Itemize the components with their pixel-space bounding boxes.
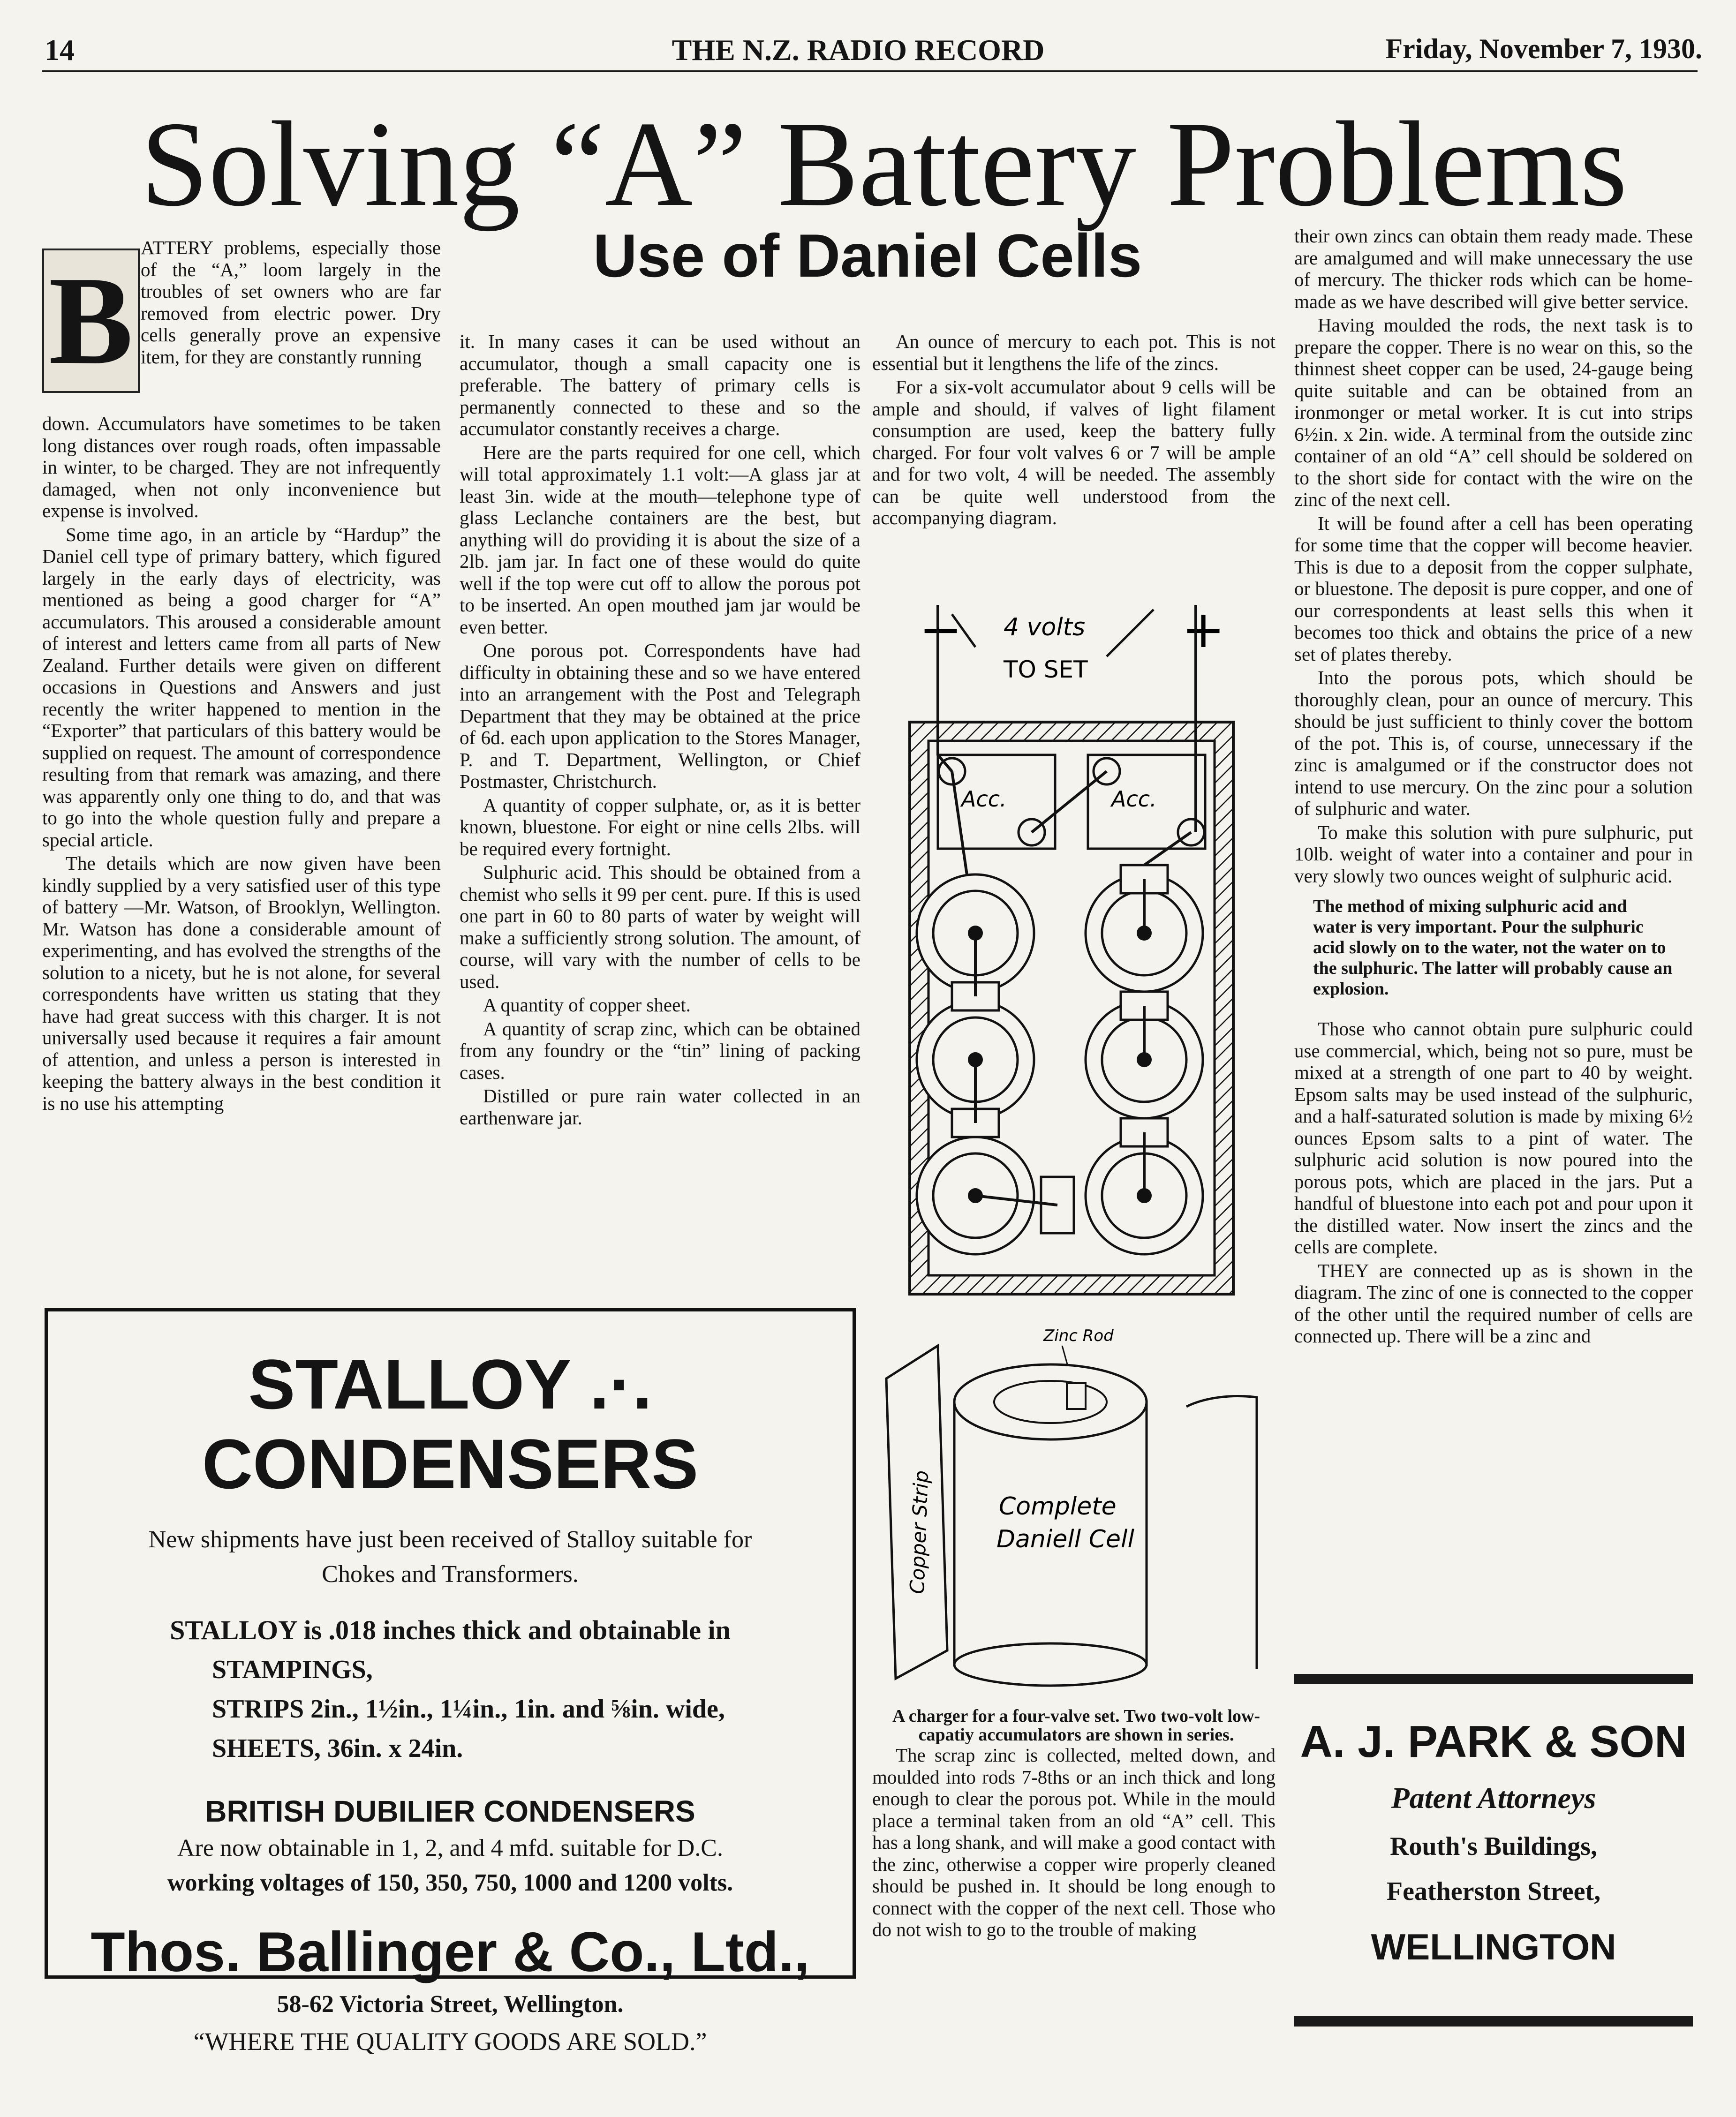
minus-terminal-sign: − <box>919 599 963 659</box>
plus-terminal-sign: + <box>1182 599 1225 659</box>
issue-date: Friday, November 7, 1930. <box>1385 33 1702 64</box>
ad-firm-name: Thos. Ballinger & Co., Ltd., <box>91 1921 810 1983</box>
paragraph: An ounce of mercury to each pot. This is not essential but it lengthens the life of the zincs. <box>872 331 1276 374</box>
paragraph: It will be found after a cell has been operating for some time that the copper will become heavier. This is due to a deposit from the copper sulphate, or bluestone. The deposit is pure copper, and one of our correspondents at least sells this when it becomes too thick and obtains the price of a new set of plates thereby. <box>1294 512 1693 665</box>
paragraph: The scrap zinc is collected, melted down, and moulded into rods 7-8ths or an inch thick and long enough to clear the porous pot. While in the mould place a terminal taken from an old “A” cell. This has a long shank, and will make a good contact with the zinc, otherwise a copper wire properly cleaned should be pushed in. It should be long enough to connect with the copper of the next cell. Those who do not wish to go to the trouble of making <box>872 1744 1276 1940</box>
paragraph: A quantity of copper sheet. <box>483 994 691 1016</box>
ad-dubilier: BRITISH DUBILIER CONDENSERS <box>205 1794 695 1828</box>
park-advertisement <box>1294 1669 1693 1975</box>
daniell-cell-drawing <box>877 1313 1266 1697</box>
ad-bottom-rule <box>1294 2016 1693 2027</box>
ad-street: Featherston Street, <box>1386 1877 1601 1906</box>
ad-line: New shipments have just been received of Stalloy suitable for <box>148 1526 752 1553</box>
ad-building: Routh's Buildings, <box>1390 1832 1597 1861</box>
zinc-rod-top <box>1067 1383 1086 1409</box>
paragraph: For a six-volt accumulator about 9 cells will be ample and should, if valves of light filament consumption are used, keep the battery fully charged. For four volt valves 6 or 7 will be ample and for two volt, 4 will be needed. The assembly can be quite well understood from the accompanying diagram. <box>872 376 1276 528</box>
paragraph: it. In many cases it can be used without an accumulator, though a small capacity one is preferable. The battery of primary cells is permanently connected to these and so the accumulator constantly receives a charge. <box>460 331 860 439</box>
acc-left-label: Acc. <box>961 786 1007 812</box>
paragraph: A quantity of scrap zinc, which can be obtained from any foundry or the “tin” lining of packing cases. <box>460 1017 860 1083</box>
column-3-bottom <box>872 1744 1276 2072</box>
article-subheadline: Use of Daniel Cells <box>593 221 1142 290</box>
zinc-rod-label: Zinc Rod <box>1043 1326 1114 1345</box>
paragraph: Distilled or pure rain water collected in an earthenware jar. <box>460 1085 860 1129</box>
paragraph: One porous pot. Correspondents have had difficulty in obtaining these and so we have entered into an arrangement with the Post and Telegraph Department that they may be obtained at the price of 6d. each upon application to the Stores Manager, P. and T. Department, Wellington, or Chief Postmaster, Christchurch. <box>460 640 860 792</box>
paragraph: Here are the parts required for one cell, which will total approximately 1.1 volt:—A glass jar at least 3in. wide at the mouth—telephone type of glass Leclanche containers are the best, but anything will do providing it is about the size of a 2lb. jam jar. In fact one of these would do quite well if the top were cut off to allow the porous pot to be inserted. An open mouthed jam jar would be even better. <box>460 441 860 638</box>
ad-address: 58-62 Victoria Street, Wellington. <box>277 1991 624 2018</box>
ad-city: WELLINGTON <box>1371 1926 1616 1967</box>
copper-strip-label: Copper Strip <box>906 1470 933 1595</box>
safety-warning: The method of mixing sulphuric acid and water is very important. Pour the sulphuric acid slowly on to the water, not the water on to the sulphuric. The latter will probably cause an explosion. <box>1313 897 1673 999</box>
article-headline: Solving “A” Battery Problems <box>141 97 1628 232</box>
paragraph: their own zincs can obtain them ready made. These are amalgumed and will make unnecessary the use of mercury. The thicker rods which can be home-made as we have described will give better service. <box>1294 225 1693 312</box>
ad-line: STALLOY is .018 inches thick and obtainable in <box>170 1615 731 1645</box>
paragraph: THEY are connected up as is shown in the diagram. The zinc of one is connected to the copper of the other until the required number of cells are connected up. There will be a zinc and <box>1294 1259 1693 1347</box>
column-1-lead <box>141 237 441 420</box>
acc-right-label: Acc. <box>1111 786 1157 812</box>
ad-sheets: SHEETS, 36in. x 24in. <box>212 1734 463 1763</box>
ad-strips: STRIPS 2in., 1½in., 1¼in., 1in. and ⅝in. wide, <box>212 1695 725 1724</box>
ad-line: Chokes and Transformers. <box>322 1561 579 1588</box>
column-3-top <box>872 331 1276 593</box>
jar-base <box>954 1643 1147 1686</box>
lead-paragraph: ATTERY problems, especially those of the “A,” loom largely in the troubles of set owners who are far removed from electric power. Dry cells generally prove an expensive item, for they are constantly running <box>141 237 441 368</box>
arrow-right <box>1107 610 1154 656</box>
header-rule <box>42 70 1698 72</box>
ad-firm-name: A. J. PARK & SON <box>1300 1717 1687 1767</box>
paragraph: Those who cannot obtain pure sulphuric could use commercial, which, being not so pure, must be mixed at a strength of one part to 40 by weight. Epsom salts may be used instead of the sulphuric, and a half-saturated solution is made by mixing 6½ ounces Epsom salts to a pint of water. The sulphuric acid solution is now poured into the porous pots, which are placed in the jars. Put a handful of bluestone into each pot and pour upon it the distilled water. Now insert the zincs and the cells are complete. <box>1294 1018 1693 1258</box>
publication-title: THE N.Z. RADIO RECORD <box>672 33 1045 67</box>
paragraph: Sulphuric acid. This should be obtained from a chemist who sells it 99 per cent. pure. If this is used one part in 60 to 80 parts of water by weight will make a sufficiently strong solution. The amount, of course, will vary with the number of cells to be used. <box>460 861 860 992</box>
paragraph: down. Accumulators have sometimes to be taken long distances over rough roads, often impassable in winter, to be charged. They are not infrequently damaged, when not only inconvenience but expense is involved. <box>42 413 441 521</box>
wiring-diagram <box>891 595 1261 1299</box>
ad-role: Patent Attorneys <box>1391 1781 1596 1815</box>
paragraph: A quantity of copper sulphate, or, as it is better known, bluestone. For eight or nine cells 2lbs. will be required every fortnight. <box>460 794 860 859</box>
column-4 <box>1294 225 1693 1491</box>
ad-stampings: STAMPINGS, <box>212 1655 373 1684</box>
page-number: 14 <box>45 33 75 67</box>
porous-pot <box>994 1381 1107 1423</box>
paragraph: Some time ago, in an article by “Hardup” the Daniel cell type of primary battery, which figured largely in the early days of electricity, was mentioned as being a good charger for “A” accumulators. This aroused a considerable amount of interest and letters came from all parts of New Zealand. Further details were given on different occasions in Questions and Answers and just recently the writer happened to mention in the “Exporter” that particulars of this battery would be supplied on request. The amount of correspondence resulting from that remark was amazing, and there was apparently only one thing to do, and that was to go into the whole question fully and prepare a special article. <box>42 523 441 851</box>
diagram-caption: A charger for a four-valve set. Two two-volt low-capatiy accumulators are shown in series. <box>892 1706 1260 1745</box>
paragraph: To make this solution with pure sulphuric, put 10lb. weight of water into a container and pour in very slowly two ounces weight of sulphuric acid. <box>1294 821 1693 887</box>
paragraph: Into the porous pots, which should be thoroughly clean, pour an ounce of mercury. This should be just sufficient to thinly cover the bottom of the pot. This is, of course, unnecessary if the zinc is amalgumed or if the constructor does not intend to use mercury. On the zinc pour a solution of sulphuric and water. <box>1294 667 1693 819</box>
ad-line: working voltages of 150, 350, 750, 1000 and 1200 volts. <box>167 1869 733 1896</box>
ad-title: STALLOY .·. CONDENSERS <box>202 1345 699 1503</box>
column-1 <box>42 413 441 1303</box>
to-set-label: TO SET <box>1004 656 1088 683</box>
volts-label: 4 volts <box>1004 613 1086 641</box>
paragraph: The details which are now given have been kindly supplied by a very satisfied user of this type of battery —Mr. Watson, of Brooklyn, Wellington. Mr. Watson has done a considerable amount of experimenting, and has evolved the strengths of the solution to a nicety, but he is not alone, for several correspondents have written us stating that they have had great success with this charger. It is not universally used because it requires a fair amount of attention, and unless a person is interested in keeping the battery always in the best condition it is no use his attempting <box>42 852 441 1114</box>
next-cell-edge <box>1186 1396 1257 1669</box>
drop-cap: B <box>42 249 140 393</box>
complete-cell-label-2: Daniell Cell <box>996 1525 1134 1553</box>
ad-line: Are now obtainable in 1, 2, and 4 mfd. suitable for D.C. <box>177 1835 723 1861</box>
column-2 <box>460 331 860 1306</box>
ad-slogan: “WHERE THE QUALITY GOODS ARE SOLD.” <box>193 2027 707 2056</box>
paragraph: Having moulded the rods, the next task is to prepare the copper. There is no wear on this, so the thinnest sheet copper can be used, 24-gauge being quite suitable and can be obtained from an ironmonger or metal worker. It is cut into strips 6½in. x 2in. wide. A terminal from the outside zinc container of an old “A” cell should be soldered on to the short side for contact with the wire on the zinc of the next cell. <box>1294 314 1693 510</box>
complete-cell-label-1: Complete <box>999 1492 1117 1521</box>
stalloy-advertisement <box>45 1308 856 2056</box>
